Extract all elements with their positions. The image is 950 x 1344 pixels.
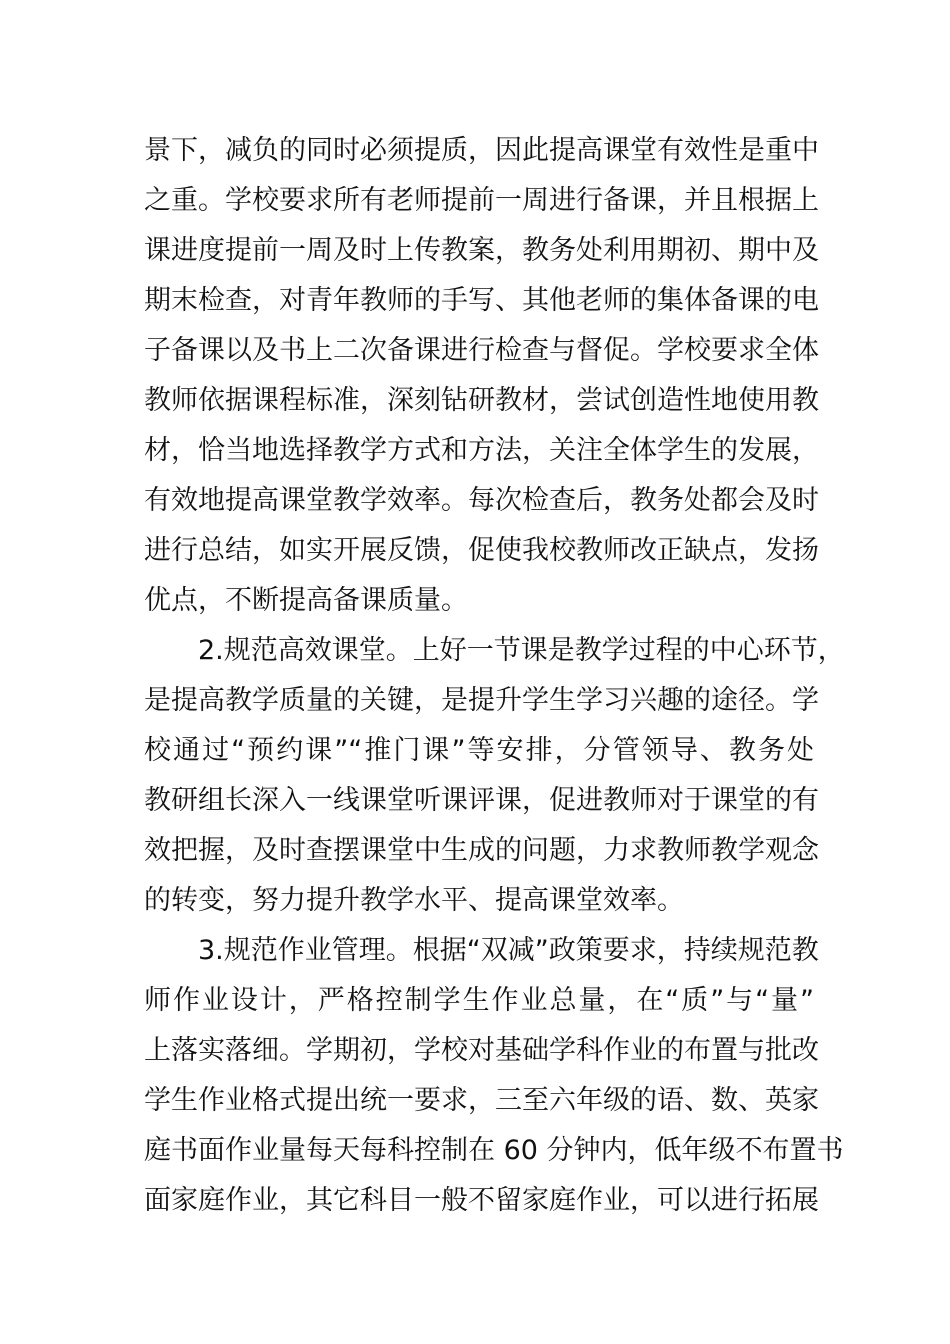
text-line: 校通过“预约课”“推门课”等安排，分管领导、教务处 — [144, 735, 814, 766]
text-line: 有效地提高课堂教学效率。每次检查后，教务处都会及时 — [144, 485, 819, 516]
text-line: 教研组长深入一线课堂听课评课，促进教师对于课堂的有 — [144, 785, 819, 816]
text-line: 教师依据课程标准，深刻钻研教材，尝试创造性地使用教 — [144, 385, 819, 416]
text-line: 师作业设计，严格控制学生作业总量，在“质”与“量” — [144, 985, 814, 1016]
text-line: 进行总结，如实开展反馈，促使我校教师改正缺点，发扬 — [144, 535, 819, 566]
text-line: 课进度提前一周及时上传教案，教务处利用期初、期中及 — [144, 235, 819, 266]
text-line: 是提高教学质量的关键，是提升学生学习兴趣的途径。学 — [144, 685, 819, 716]
body-text — [144, 126, 845, 1226]
text-line: 学生作业格式提出统一要求，三至六年级的语、数、英家 — [144, 1085, 819, 1116]
text-line: 庭书面作业量每天每科控制在 60 分钟内，低年级不布置书 — [144, 1135, 844, 1166]
text-line: 期末检查，对青年教师的手写、其他老师的集体备课的电 — [144, 285, 819, 316]
text-line: 子备课以及书上二次备课进行检查与督促。学校要求全体 — [144, 335, 819, 366]
paragraph-start-line: 2.规范高效课堂。上好一节课是教学过程的中心环节， — [198, 635, 845, 666]
text-line: 优点，不断提高备课质量。 — [144, 585, 468, 616]
text-line: 上落实落细。学期初，学校对基础学科作业的布置与批改 — [144, 1035, 819, 1066]
text-line: 之重。学校要求所有老师提前一周进行备课，并且根据上 — [144, 185, 819, 216]
paragraph-start-line: 3.规范作业管理。根据“双减”政策要求，持续规范教 — [198, 935, 819, 966]
text-line: 的转变，努力提升教学水平、提高课堂效率。 — [144, 885, 684, 916]
text-line: 景下，减负的同时必须提质，因此提高课堂有效性是重中 — [144, 135, 819, 166]
text-line: 材，恰当地选择教学方式和方法，关注全体学生的发展， — [144, 435, 819, 466]
text-line: 效把握，及时查摆课堂中生成的问题，力求教师教学观念 — [144, 835, 819, 866]
text-line: 面家庭作业，其它科目一般不留家庭作业，可以进行拓展 — [144, 1185, 819, 1216]
